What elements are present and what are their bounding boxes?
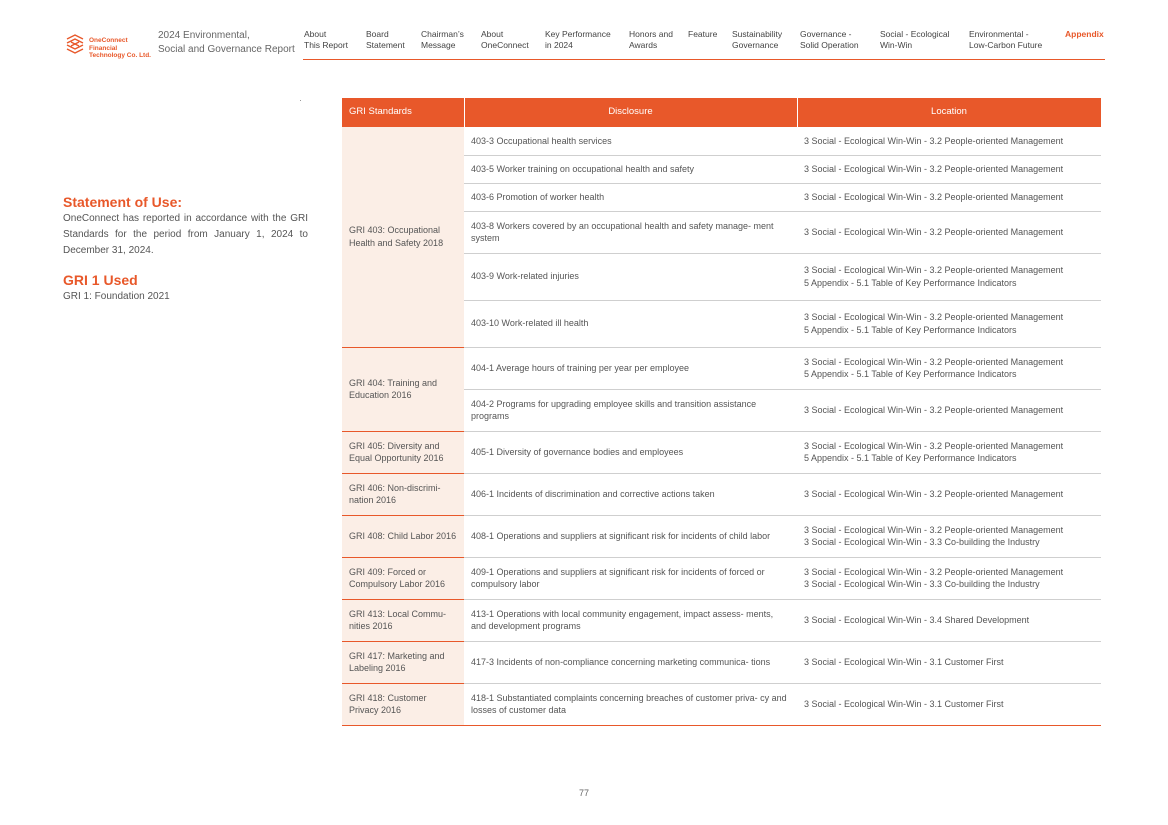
statement-heading: Statement of Use: (63, 194, 183, 210)
disclosure-cell: 404-1 Average hours of training per year per employee (464, 347, 797, 389)
disclosure-cell: 403-5 Worker training on occupational health and safety (464, 155, 797, 183)
nav-board-statement[interactable]: Board Statement (366, 29, 405, 50)
standard-cell: GRI 418: Customer Privacy 2016 (342, 683, 464, 725)
disclosure-cell: 403-8 Workers covered by an occupational health and safety manage- ment system (464, 211, 797, 253)
standard-cell: GRI 403: Occupational Health and Safety 2018 (342, 127, 464, 347)
table-row (342, 127, 1101, 155)
disclosure-cell: 403-10 Work-related ill health (464, 300, 797, 347)
page-header (0, 0, 1168, 62)
table-row (342, 557, 1101, 599)
table-header-row (342, 98, 1101, 127)
statement-text: OneConnect has reported in accordance with the GRI Standards for the period from January 1, 2024 to December 31, 2024. (63, 213, 308, 256)
location-cell: 3 Social - Ecological Win-Win - 3.2 People-oriented Management 3 Social - Ecological Win-Win - 3.3 Co-building the Industry (797, 515, 1101, 557)
location-cell: 3 Social - Ecological Win-Win - 3.2 People-oriented Management 3 Social - Ecological Win-Win - 3.3 Co-building the Industry (797, 557, 1101, 599)
disclosure-cell: 417-3 Incidents of non-compliance concerning marketing communica- tions (464, 641, 797, 683)
nav-social[interactable]: Social - Ecological Win-Win (880, 29, 950, 50)
nav-about-this-report[interactable]: About This Report (304, 29, 348, 50)
logo-text: OneConnect Financial Technology Co. Ltd. (89, 37, 151, 59)
location-cell: 3 Social - Ecological Win-Win - 3.2 People-oriented Management (797, 155, 1101, 183)
header-disclosure: Disclosure (464, 98, 797, 127)
location-cell: 3 Social - Ecological Win-Win - 3.2 People-oriented Management (797, 127, 1101, 155)
location-cell: 3 Social - Ecological Win-Win - 3.4 Shared Development (797, 599, 1101, 641)
standard-cell: GRI 408: Child Labor 2016 (342, 515, 464, 557)
location-cell: 3 Social - Ecological Win-Win - 3.2 People-oriented Management (797, 389, 1101, 431)
decorative-dot (300, 100, 301, 101)
standard-cell: GRI 417: Marketing and Labeling 2016 (342, 641, 464, 683)
header-gri-standards: GRI Standards (342, 98, 464, 127)
nav-about-oneconnect[interactable]: About OneConnect (481, 29, 529, 50)
table-row (342, 599, 1101, 641)
table-row (342, 347, 1101, 389)
standard-cell: GRI 413: Local Commu- nities 2016 (342, 599, 464, 641)
table-row (342, 683, 1101, 725)
location-cell: 3 Social - Ecological Win-Win - 3.1 Customer First (797, 641, 1101, 683)
table-row (342, 473, 1101, 515)
nav-key-performance[interactable]: Key Performance in 2024 (545, 29, 611, 50)
nav-chairmans-message[interactable]: Chairman’s Message (421, 29, 464, 50)
gri-index-table (342, 98, 1102, 726)
standard-cell: GRI 409: Forced or Compulsory Labor 2016 (342, 557, 464, 599)
statement-panel (63, 193, 308, 305)
disclosure-cell: 403-9 Work-related injuries (464, 253, 797, 300)
location-cell: 3 Social - Ecological Win-Win - 3.2 People-oriented Management 5 Appendix - 5.1 Table of Key Performance Indicators (797, 347, 1101, 389)
nav-environmental[interactable]: Environmental - Low-Carbon Future (969, 29, 1043, 50)
disclosure-cell: 408-1 Operations and suppliers at significant risk for incidents of child labor (464, 515, 797, 557)
table-row (342, 431, 1101, 473)
location-cell: 3 Social - Ecological Win-Win - 3.2 People-oriented Management 5 Appendix - 5.1 Table of Key Performance Indicators (797, 253, 1101, 300)
disclosure-cell: 403-6 Promotion of worker health (464, 183, 797, 211)
location-cell: 3 Social - Ecological Win-Win - 3.2 People-oriented Management (797, 473, 1101, 515)
disclosure-cell: 413-1 Operations with local community engagement, impact assess- ments, and development programs (464, 599, 797, 641)
disclosure-cell: 409-1 Operations and suppliers at significant risk for incidents of forced or compulsory labor (464, 557, 797, 599)
nav-sustainability-governance[interactable]: Sustainability Governance (732, 29, 783, 50)
nav-governance[interactable]: Governance - Solid Operation (800, 29, 859, 50)
table-row (342, 641, 1101, 683)
nav-honors-awards[interactable]: Honors and Awards (629, 29, 673, 50)
location-cell: 3 Social - Ecological Win-Win - 3.2 People-oriented Management 5 Appendix - 5.1 Table of Key Performance Indicators (797, 431, 1101, 473)
disclosure-cell: 404-2 Programs for upgrading employee skills and transition assistance programs (464, 389, 797, 431)
disclosure-cell: 418-1 Substantiated complaints concerning breaches of customer priva- cy and losses of customer data (464, 683, 797, 725)
disclosure-cell: 405-1 Diversity of governance bodies and employees (464, 431, 797, 473)
disclosure-cell: 403-3 Occupational health services (464, 127, 797, 155)
standard-cell: GRI 405: Diversity and Equal Opportunity 2016 (342, 431, 464, 473)
logo-mark-icon (64, 33, 86, 55)
report-title: 2024 Environmental, Social and Governance Report (158, 30, 295, 55)
nav-appendix[interactable]: Appendix (1065, 29, 1104, 39)
location-cell: 3 Social - Ecological Win-Win - 3.1 Customer First (797, 683, 1101, 725)
page-number: 77 (578, 788, 589, 798)
company-logo[interactable] (64, 33, 154, 59)
location-cell: 3 Social - Ecological Win-Win - 3.2 People-oriented Management 5 Appendix - 5.1 Table of Key Performance Indicators (797, 300, 1101, 347)
table-row (342, 515, 1101, 557)
standard-cell: GRI 404: Training and Education 2016 (342, 347, 464, 431)
gri1-text: GRI 1: Foundation 2021 (63, 291, 170, 302)
disclosure-cell: 406-1 Incidents of discrimination and corrective actions taken (464, 473, 797, 515)
standard-cell: GRI 406: Non-discrimi- nation 2016 (342, 473, 464, 515)
nav-feature[interactable]: Feature (688, 29, 718, 39)
location-cell: 3 Social - Ecological Win-Win - 3.2 People-oriented Management (797, 211, 1101, 253)
header-location: Location (797, 98, 1101, 127)
header-divider (303, 59, 1105, 60)
location-cell: 3 Social - Ecological Win-Win - 3.2 People-oriented Management (797, 183, 1101, 211)
gri1-heading: GRI 1 Used (63, 272, 138, 288)
